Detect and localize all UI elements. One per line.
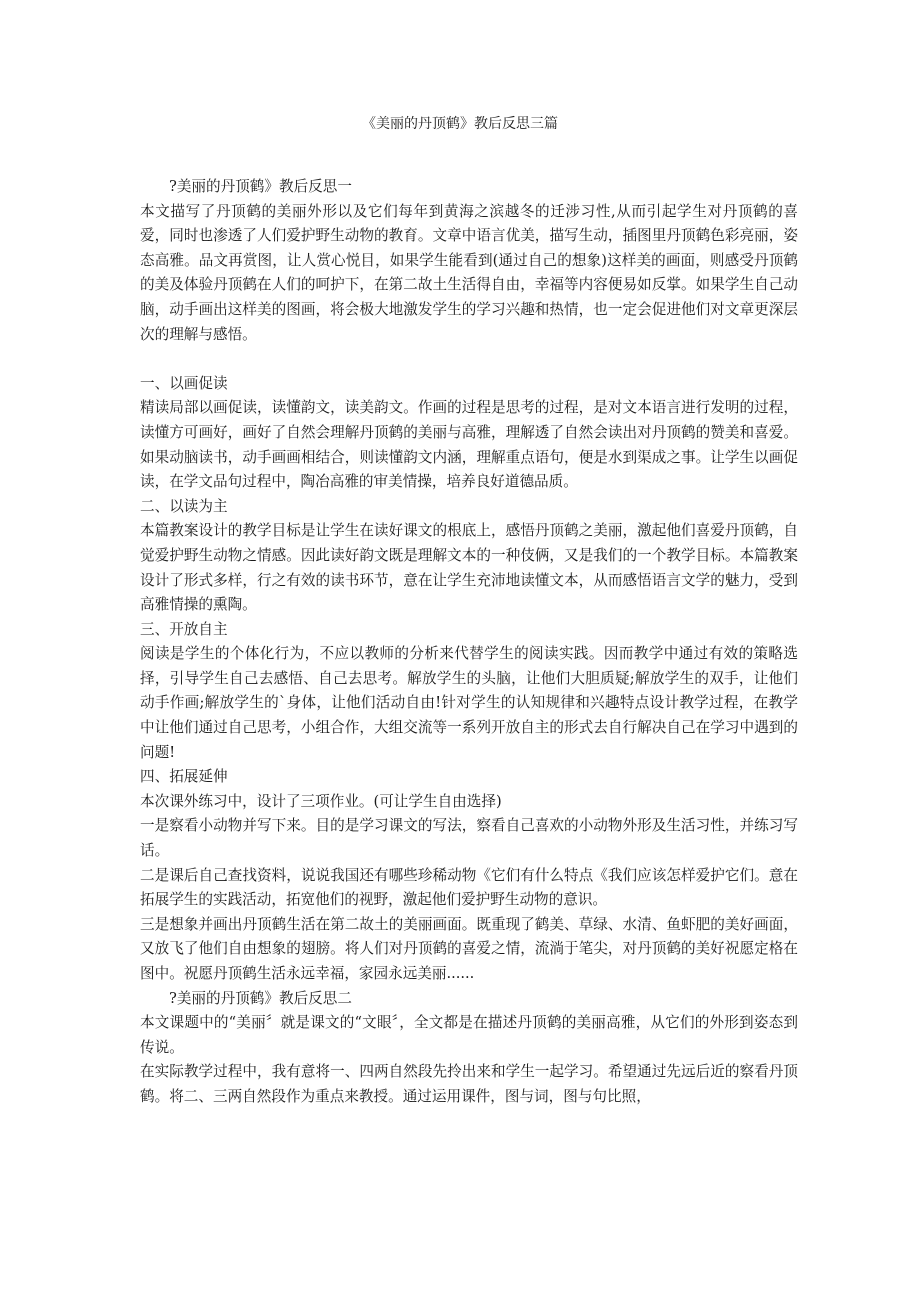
reflection-1-heading: ?美丽的丹顶鹤》教后反思一	[169, 178, 352, 195]
section-1-body: 精读局部以画促读，读懂韵文，读美韵文。作画的过程是思考的过程，是对文本语言进行发明的过程，读懂方可画好，画好了自然会理解丹顶鹤的美丽与高雅，理解透了自然会读出对丹顶鹤的赞美和喜爱。如果动脑读书，动手画画相结合，则读懂韵文内涵，理解重点语句，便是水到渠成之事。让学生以画促读，在学文品句过程中，陶冶高雅的审美情操，培养良好道德品质。	[140, 399, 798, 491]
section-4-title: 四、拓展延伸	[140, 768, 228, 786]
section-3-body: 阅读是学生的个体化行为，不应以教师的分析来代替学生的阅读实践。因而教学中通过有效的策略选择，引导学生自己去感悟、自己去思考。解放学生的头脑，让他们大胆质疑;解放学生的双手，让他们动手作画;解放学生的`身体，让他们活动自由!针对学生的认知规律和兴趣特点设计教学过程，在教学中让他们通过自己思考，小组合作，大组交流等一系列开放自主的形式去自行解决自己在学习中遇到的问题!	[140, 645, 798, 761]
reflection-2-heading: ?美丽的丹顶鹤》教后反思二	[169, 989, 352, 1007]
section-2-body: 本篇教案设计的教学目标是让学生在读好课文的根底上，感悟丹顶鹤之美丽，激起他们喜爱丹顶鹤，自觉爱护野生动物之情感。因此读好韵文既是理解文本的一种伎俩，又是我们的一个教学目标。本篇教案设计了形式多样，行之有效的读书环节，意在让学生充沛地读懂文本，从而感悟语言文学的魅力，受到高雅情操的熏陶。	[140, 522, 798, 614]
task-1: 一是察看小动物并写下来。目的是学习课文的写法，察看自己喜欢的小动物外形及生活习性，并练习写话。	[140, 817, 798, 860]
section-2-title: 二、以读为主	[140, 497, 228, 515]
reflection-1-intro: 本文描写了丹顶鹤的美丽外形以及它们每年到黄海之滨越冬的迁涉习性,从而引起学生对丹顶鹤的喜爱，同时也渗透了人们爱护野生动物的教育。文章中语言优美，描写生动，插图里丹顶鹤色彩亮丽，姿态高雅。品文再赏图，让人赏心悦目，如果学生能看到(通过自己的想象)这样美的画面，则感受丹顶鹤的美及体验丹顶鹤在人们的呵护下，在第二故土生活得自由，幸福等内容便易如反掌。如果学生自己动脑，动手画出这样美的图画，将会极大地激发学生的学习兴趣和热情，也一定会促进他们对文章更深层次的理解与感悟。	[140, 202, 798, 343]
section-3-title: 三、开放自主	[140, 620, 228, 638]
task-2: 二是课后自己查找资料，说说我国还有哪些珍稀动物《它们有什么特点《我们应该怎样爱护它们。意在拓展学生的实践活动，拓宽他们的视野，激起他们爱护野生动物的意识。	[140, 866, 798, 909]
paragraph-gap	[140, 347, 798, 372]
task-3: 三是想象并画出丹顶鹤生活在第二故土的美丽画面。既重现了鹤美、草绿、水清、鱼虾肥的美好画面，又放飞了他们自由想象的翅膀。将人们对丹顶鹤的喜爱之情，流淌于笔尖，对丹顶鹤的美好祝愿定格在图中。祝愿丹顶鹤生活永远幸福，家园永远美丽......	[140, 915, 798, 982]
reflection-2-para-1: 本文课题中的“美丽〞就是课文的“文眼〞，全文都是在描述丹顶鹤的美丽高雅，从它们的外形到姿态到传说。	[140, 1014, 798, 1056]
document-body	[140, 175, 798, 1110]
section-1-title: 一、以画促读	[140, 374, 228, 392]
reflection-2-para-2: 在实际教学过程中，我有意将一、四两自然段先拎出来和学生一起学习。希望通过先远后近的察看丹顶鹤。将二、三两自然段作为重点来教授。通过运用课件，图与词，图与句比照，	[140, 1063, 798, 1105]
document-title: 《美丽的丹顶鹤》教后反思三篇	[362, 116, 558, 132]
section-4-intro: 本次课外练习中，设计了三项作业。(可让学生自由选择)	[140, 792, 502, 810]
